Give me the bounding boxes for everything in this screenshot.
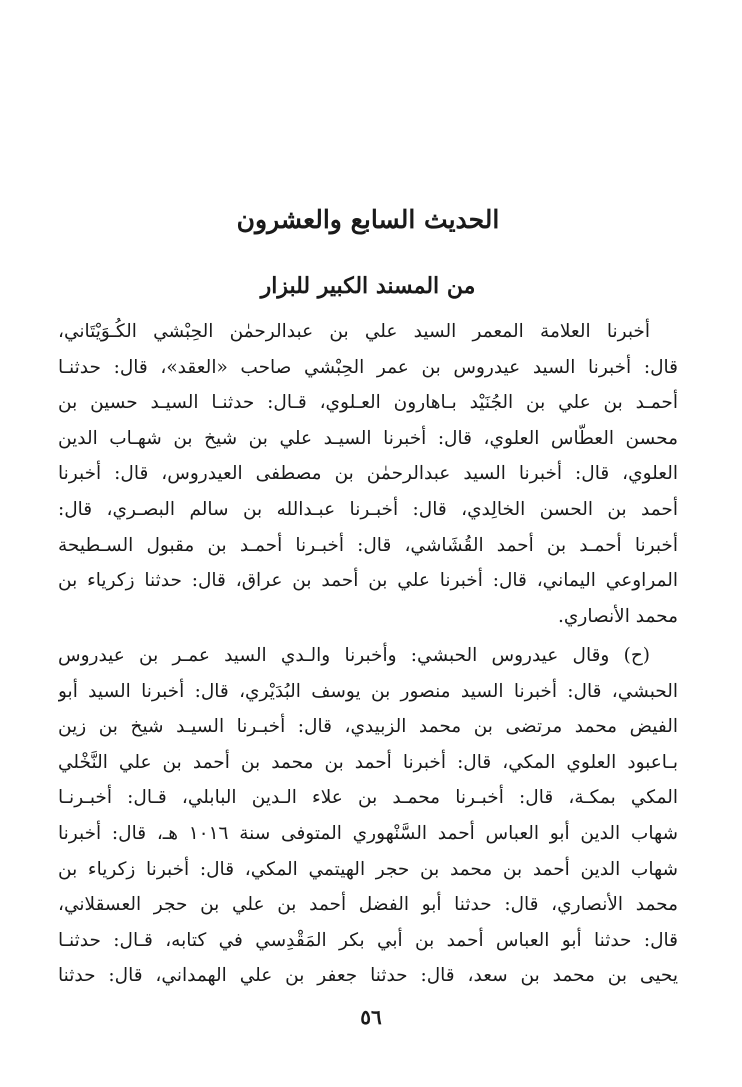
text-line: أخبرنا العلامة المعمر السيد علي بن عبدالرحمٰن الحِبْشي الكُـوَيْتَاني، (58, 321, 650, 342)
paragraph-1 (58, 314, 678, 634)
text-line: بـاعبود العلوي المكي، قال: أخبرنا أحمد بن محمد بن أحمد بن علي النَّخْلي (58, 751, 678, 773)
text-line: محمد الأنصاري، قال: حدثنا أبو الفضل أحمد بن علي بن حجر العسقلاني، (58, 894, 678, 916)
text-line: قال: حدثنا أبو العباس أحمد بن أبي بكر المَقْدِسي في كتابه، قـال: حدثنـا (58, 929, 678, 951)
text-line: أحمد بن الحسن الخالِدي، قال: أخبـرنا عبـدالله بن سالم البصـري، قال: (58, 498, 678, 520)
text-line: قال: أخبرنا السيد عيدروس بن عمر الحِبْشي صاحب «العقد»، قال: حدثنـا (58, 356, 678, 378)
text-line: المراوعي اليماني، قال: أخبرنا علي بن أحمد بن عراق، قال: حدثنا زكرياء بن (58, 570, 678, 592)
text-line: الحبشي، قال: أخبرنا السيد منصور بن يوسف البُدَيْري، قال: أخبرنا السيد أبو (58, 680, 678, 702)
text-line: أحمـد بن علي بن الجُنَيْد بـاهارون العـلوي، قـال: حدثنـا السيـد حسين بن (58, 392, 678, 414)
text-line: شهاب الدين أبو العباس أحمد السَّنْهوري المتوفى سنة ١٠١٦ هـ، قال: أخبرنا (58, 822, 678, 844)
chapter-subtitle: من المسند الكبير للبزار (260, 273, 476, 299)
text-line: محمد الأنصاري. (558, 605, 678, 627)
text-line: المكي بمكـة، قال: أخبـرنا محمـد بن علاء الـدين البابلي، قـال: أخبـرنـا (58, 787, 678, 809)
paragraph-2 (58, 638, 678, 994)
text-line: الفيض محمد مرتضى بن محمد الزبيدي، قال: أخبـرنا السيـد شيخ بن زين (58, 716, 678, 738)
text-line: شهاب الدين أحمد بن محمد بن حجر الهيتمي المكي، قال: أخبرنا زكرياء بن (58, 858, 678, 880)
text-line: محسن العطّاس العلوي، قال: أخبرنا السيـد علي بن شيخ بن شهـاب الدين (58, 427, 678, 449)
text-line: العلوي، قال: أخبرنا السيد عبدالرحمٰن بن مصطفى العيدروس، قال: أخبرنا (58, 463, 678, 485)
page-number: ٥٦ (360, 1005, 382, 1029)
chapter-title: الحديث السابع والعشرون (236, 205, 500, 234)
text-line: (ح) وقال عيدروس الحبشي: وأخبرنا والـدي السيد عمـر بن عيدروس (58, 645, 650, 666)
text-line: يحيى بن محمد بن سعد، قال: حدثنا جعفر بن علي الهمداني، قال: حدثنا (58, 965, 678, 987)
text-line: أخبرنا أحمـد بن أحمد القُشَاشي، قال: أخبـرنا أحمـد بن مقبول السـطيحة (58, 534, 678, 556)
